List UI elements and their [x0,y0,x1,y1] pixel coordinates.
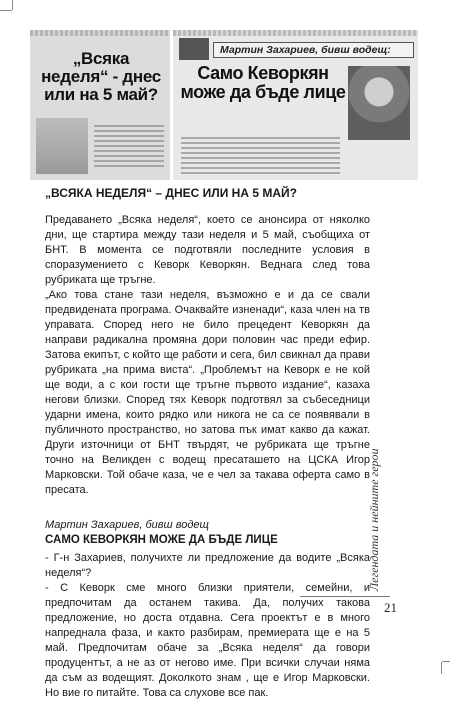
newspaper-clippings [30,30,418,180]
interview-answer: - С Кеворк сме много близки приятели, семейни, и предпочитам да останем такива. Да, получих такова предложение, но доста отдавна. Сега проектът е в много напреднала фаза, и както разбирам, премиерата ще е на 5 май. Предпочитам обаче за „Всяка неделя“ да говори продуцентът, а не аз от негово име. При всички случаи няма да съм аз водещият. Доколкото знам , ще е Игор Марковски. Но вие го питайте. Това са слухове все пак. [45,582,370,699]
article-paragraph: „Ако това стане тази неделя, възможно е и да се свали предвидената програма. Очаквайте изненади“, каза член на тв управата. Според него не било прецедент Кеворкян да направи радикална промяна дори половин час преди ефир. Затова екипът, с който ще работи и сега, бил свикнал да прави рубриката „на прима виста“. „Проблемът на Кеворк е не кой ще води, а с кои гости ще тръгне първото издание“, казаха негови близки. Според тях Кеворк подготвял за събеседници ударни имена, които рядко или никога не са се появявали в публичното пространство, но затова пък имат какво да кажат. Други източници от БНТ твърдят, че рубриката ще тръгне точно на Великден с водещ пресаташето на ЦСКА Игор Марковски. Той обаче каза, че е чел за такава оферта само в пресата. [45,289,370,496]
crop-mark [442,661,450,662]
clipping-strip [173,30,418,36]
clipping-photo [36,118,88,174]
running-side-label: Легендата и нейните герои [367,448,381,592]
clipping-right-kicker: Мартин Захариев, бивш водещ: [213,42,414,58]
crop-mark [0,10,12,11]
interview-byline: Мартин Захариев, бивш водещ [45,519,209,531]
article-paragraph: Предаването „Всяка неделя“, което се анонсира от няколко дни, ще стартира между тази неделя и 5 май, съобщиха от БНТ. В момента се подготвяли последните условия в споразумението с Кеворк Кеворкян. Веднага след това рубриката ще тръгне. [45,214,370,286]
clipping-left-headline: „Всяка неделя“ - днес или на 5 май? [41,49,161,104]
interview-question: - Г-н Захариев, получихте ли предложение да водите „Всяка неделя“? [45,552,370,579]
clipping-right-headline: Само Кеворкян може да бъде лице [180,63,346,102]
page-number: 21 [384,600,397,615]
article-body [45,186,370,701]
clipping-body-text [94,122,164,170]
interview-headline: САМО КЕВОРКЯН МОЖЕ ДА БЪДЕ ЛИЦЕ [45,534,278,546]
newspaper-logo [179,38,209,60]
crop-mark [441,662,442,674]
clipping-body-text [181,134,340,177]
clipping-portrait-photo [348,66,410,140]
clipping-left [30,30,170,180]
clipping-strip [30,30,170,36]
article-headline: „ВСЯКА НЕДЕЛЯ“ – ДНЕС ИЛИ НА 5 МАЙ? [45,186,297,200]
clipping-right [173,30,418,180]
crop-mark [12,0,13,10]
page-number-rule [300,596,390,597]
